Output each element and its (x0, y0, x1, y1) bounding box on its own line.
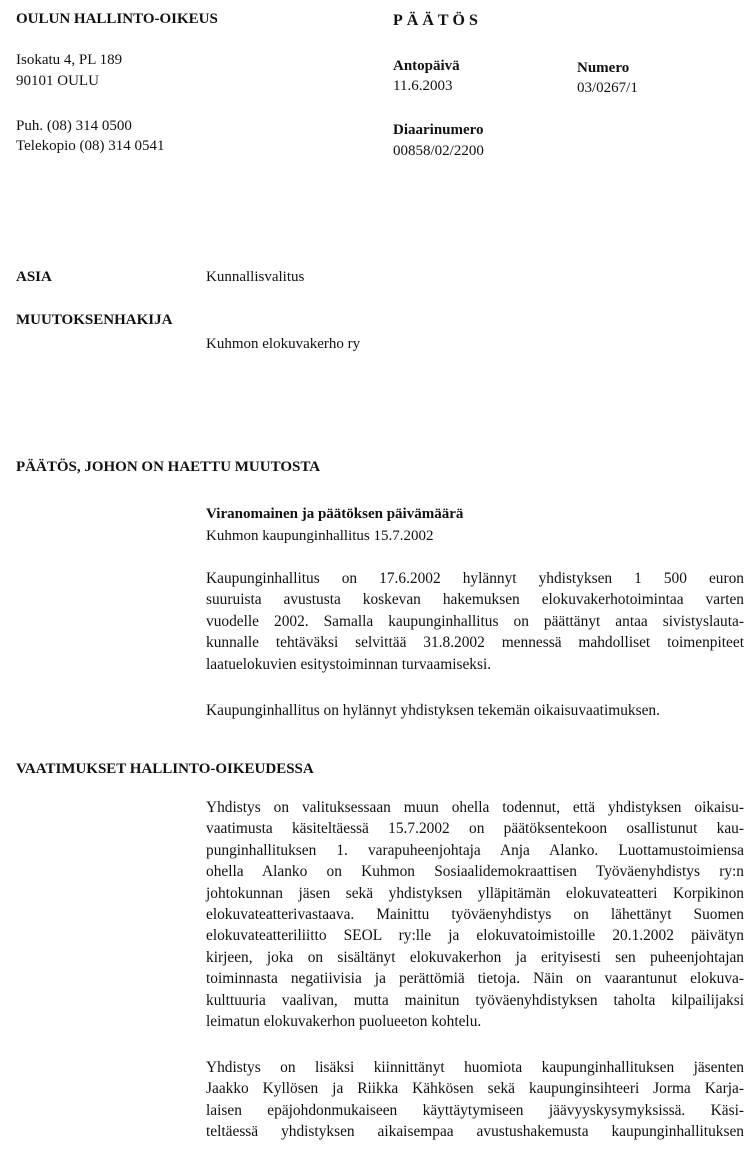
address-line-1: Isokatu 4, PL 189 (16, 52, 123, 68)
claims-heading: VAATIMUKSET HALLINTO-OIKEUDESSA (16, 761, 314, 777)
date-value: 11.6.2003 (393, 78, 453, 94)
paragraph-line: Kaupunginhallitus on hylännyt yhdistyksen tekemän oikaisuvaatimuksen. (206, 702, 660, 719)
document-type: PÄÄTÖS (393, 12, 482, 29)
paragraph-line: vuodelle 2002. Samalla kaupunginhallitus on päättänyt antaa sivistyslauta- (206, 612, 744, 630)
subject-value: Kunnallisvalitus (206, 269, 305, 285)
address-line-2: 90101 OULU (16, 73, 99, 89)
paragraph-line: ohella Alanko on Kuhmon Sosiaalidemokraattisen Työväenyhdistys ry:n (206, 863, 744, 881)
paragraph-line: teltäessä yhdistyksen aikaisempaa avustushakemusta kaupunginhallituksen (206, 1123, 744, 1141)
paragraph-line: Yhdistys on lisäksi kiinnittänyt huomiota kaupunginhallituksen jäsenten (206, 1059, 744, 1076)
paragraph-line: punginhallituksen 1. varapuheenjohtaja Anja Alanko. Luottamustoimiensa (206, 841, 744, 859)
paragraph-line: toiminnasta negatiivisia ja perättömiä tietoja. Näin on vaarantunut elokuva- (206, 970, 744, 988)
paragraph-line: kulttuuria vaalivan, mutta mainitun työväenyhdistyksen taholta kilpailijaksi (206, 991, 744, 1009)
claims-paragraph-1 (206, 797, 744, 1032)
paragraph-line: laisen epäjohdonmukaiseen käyttäytymiseen jäävyyskysymyksissä. Käsi- (206, 1101, 744, 1119)
court-name: OULUN HALLINTO-OIKEUS (16, 11, 218, 27)
claims-paragraph-2 (206, 1057, 744, 1143)
paragraph-line: Jaakko Kyllösen ja Riikka Kähkösen sekä kaupunginsihteeri Jorma Karja- (206, 1080, 744, 1098)
decision-paragraph-1 (206, 568, 744, 675)
subject-label: ASIA (16, 269, 52, 285)
appellant-value: Kuhmon elokuvakerho ry (206, 336, 361, 352)
paragraph-line: kirjeen, joka on sisältänyt elokuvakerhon ja erityisesti sen puheenjohtajan (206, 948, 744, 966)
number-value: 03/0267/1 (577, 80, 638, 96)
paragraph-line: vaatimusta käsiteltäessä 15.7.2002 on päätöksentekoon osallistunut kau- (206, 820, 744, 838)
decision-heading: PÄÄTÖS, JOHON ON HAETTU MUUTOSTA (16, 459, 321, 475)
phone-number: Puh. (08) 314 0500 (16, 118, 132, 134)
paragraph-line: kunnalle tehtäväksi selvittää 31.8.2002 mennessä mahdolliset toimenpiteet (206, 634, 744, 652)
paragraph-line: suuruista avustusta koskevan hakemuksen elokuvakerhotoimintaa varten (206, 591, 744, 609)
diary-label: Diaarinumero (393, 122, 484, 138)
diary-value: 00858/02/2200 (393, 143, 484, 159)
paragraph-line: Kaupunginhallitus on 17.6.2002 hylännyt yhdistyksen 1 500 euron (206, 570, 744, 587)
paragraph-line: johtokunnan jäsen sekä yhdistyksen ylläpitämän elokuvateatteri Korpikinon (206, 884, 744, 902)
authority-value: Kuhmon kaupunginhallitus 15.7.2002 (206, 528, 434, 544)
paragraph-line: laatuelokuvien esitystoiminnan turvaamiseksi. (206, 655, 492, 673)
number-label: Numero (577, 60, 630, 76)
appellant-label: MUUTOKSENHAKIJA (16, 312, 173, 328)
date-label: Antopäivä (393, 58, 460, 74)
paragraph-line: elokuvateatteriliitto SEOL ry:lle ja elokuvatoimistoille 20.1.2002 päivätyn (206, 927, 744, 945)
decision-paragraph-2 (206, 700, 744, 721)
paragraph-line: Yhdistys on valituksessaan muun ohella todennut, että yhdistyksen oikaisu- (206, 799, 744, 816)
paragraph-line: leimatun elokuvakerhon puolueeton kohtelu. (206, 1013, 482, 1031)
paragraph-line: elokuvateatterivastaava. Mainittu työväenyhdistys on lähettänyt Suomen (206, 906, 744, 924)
fax-number: Telekopio (08) 314 0541 (16, 138, 165, 154)
authority-heading: Viranomainen ja päätöksen päivämäärä (206, 506, 464, 522)
